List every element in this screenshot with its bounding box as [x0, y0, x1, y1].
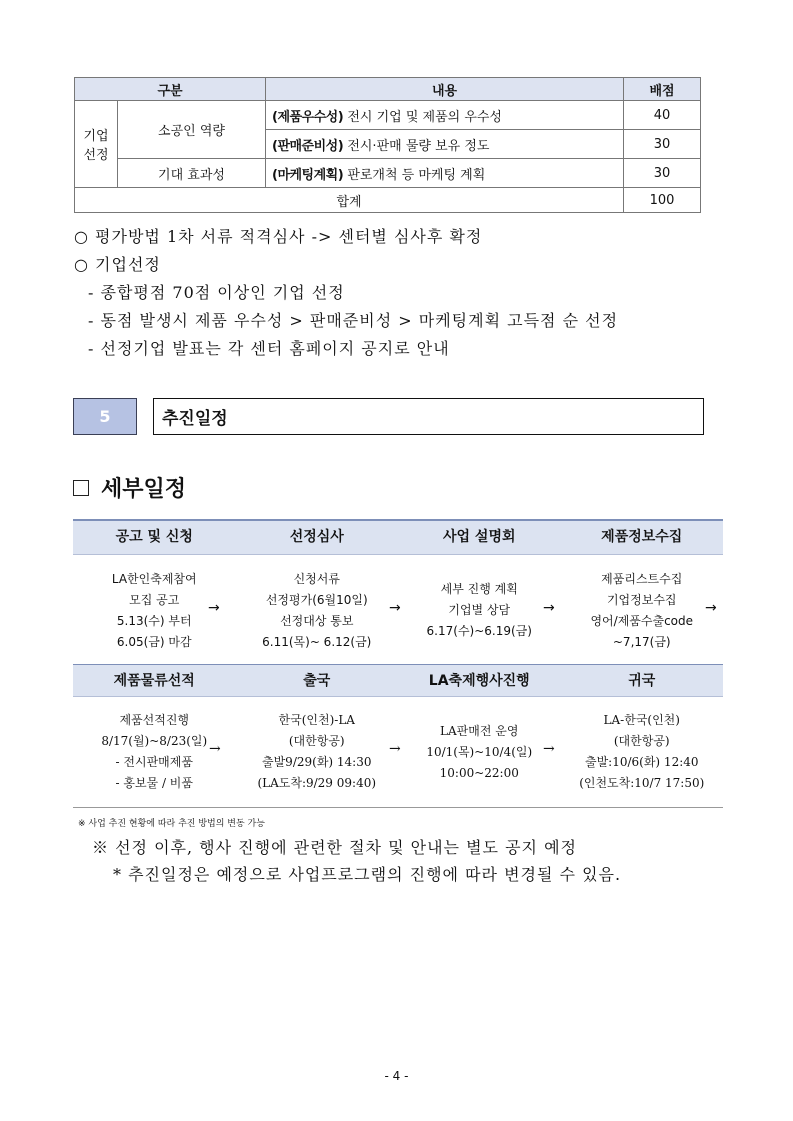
schedule-header: 사업 설명회 [443, 529, 516, 545]
schedule-cell: LA-한국(인천) (대한항공) 출발:10/6(화) 12:40 (인천도착:10/7 17:50) [579, 713, 705, 790]
score-cell: 30 [624, 159, 701, 188]
schedule-header: 귀국 [628, 673, 656, 689]
selection-criteria-item: - 동점 발생시 제품 우수성 > 판매준비성 > 마케팅계획 고득점 순 선정 [88, 311, 619, 330]
arrow-right-icon: → [208, 600, 220, 616]
header-category: 구분 [75, 78, 266, 101]
criteria-row: (판매준비성) 전시·판매 물량 보유 정도 [266, 130, 624, 159]
page-number: - 4 - [384, 1069, 409, 1083]
score-cell: 40 [624, 101, 701, 130]
schedule-header: 공고 및 신청 [115, 529, 193, 545]
notice-line: ※ 선정 이후, 행사 진행에 관련한 절차 및 안내는 별도 공지 예정 [92, 838, 577, 857]
total-score: 100 [624, 188, 701, 213]
section-title: 추진일정 [153, 398, 704, 435]
selection-criteria-item: - 선정기업 발표는 각 센터 홈페이지 공지로 안내 [88, 339, 450, 358]
evaluation-method: ○ 평가방법 1차 서류 적격심사 -> 센터별 심사후 확정 [74, 227, 483, 246]
schedule-header-row [73, 664, 723, 697]
schedule-cell: 한국(인천)-LA (대한항공) 출발9/29(화) 14:30 (LA도착:9/29 09:40) [257, 713, 377, 790]
schedule-header: 제품물류선적 [113, 673, 195, 689]
schedule-body-row [73, 555, 723, 667]
schedule-header-row [73, 519, 723, 555]
header-content: 내용 [266, 78, 624, 101]
arrow-right-icon: → [209, 741, 221, 757]
schedule-header: 제품정보수집 [601, 529, 683, 545]
notice-line: * 추진일정은 예정으로 사업프로그램의 진행에 따라 변경될 수 있음. [113, 865, 622, 884]
sub-category-2: 기대 효과성 [118, 159, 266, 188]
schedule-top [73, 519, 723, 667]
schedule-header: 출국 [303, 673, 331, 689]
schedule-bottom [73, 664, 723, 808]
schedule-header: LA축제행사진행 [428, 673, 530, 689]
arrow-right-icon: → [705, 600, 717, 616]
selection-criteria-item: - 종합평점 70점 이상인 기업 선정 [88, 283, 345, 302]
schedule-footnote: ※ 사업 추진 현황에 따라 추진 방법의 변동 가능 [78, 819, 265, 829]
schedule-body-row [73, 697, 723, 808]
schedule-cell: 세부 진행 계획 기업별 상담 6.17(수)~6.19(금) [426, 582, 532, 638]
group-label: 기업 선정 [75, 101, 118, 188]
schedule-cell: LA판매전 운영 10/1(목)~10/4(일) 10:00~22:00 [426, 723, 533, 780]
total-label: 합계 [75, 188, 624, 213]
evaluation-table [74, 77, 701, 213]
score-cell: 30 [624, 130, 701, 159]
header-score: 배점 [624, 78, 701, 101]
criteria-row: (마케팅계획) 판로개척 등 마케팅 계획 [266, 159, 624, 188]
arrow-right-icon: → [543, 600, 555, 616]
subsection-heading: 세부일정 [73, 472, 186, 503]
arrow-right-icon: → [543, 741, 555, 757]
arrow-right-icon: → [389, 741, 401, 757]
schedule-cell: 제품선적진행 8/17(월)~8/23(일) - 전시판매제품 - 홍보물 / 비품 [101, 713, 208, 790]
criteria-row: (제품우수성) 전시 기업 및 제품의 우수성 [266, 101, 624, 130]
schedule-cell: 제품리스트수집 기업정보수집 영어/제품수출code ~7,17(금) [590, 571, 694, 649]
schedule-cell: LA한인축제참여 모집 공고 5.13(수) 부터 6.05(금) 마감 [111, 571, 197, 649]
schedule-header: 선정심사 [289, 529, 344, 545]
checkbox-square-icon [73, 480, 89, 496]
arrow-right-icon: → [389, 600, 401, 616]
sub-category-1: 소공인 역량 [118, 101, 266, 159]
company-selection-heading: ○ 기업선정 [74, 255, 161, 274]
section-number: 5 [73, 398, 137, 435]
schedule-cell: 신청서류 선정평가(6월10일) 선정대상 통보 6.11(목)~ 6.12(금) [262, 571, 372, 649]
